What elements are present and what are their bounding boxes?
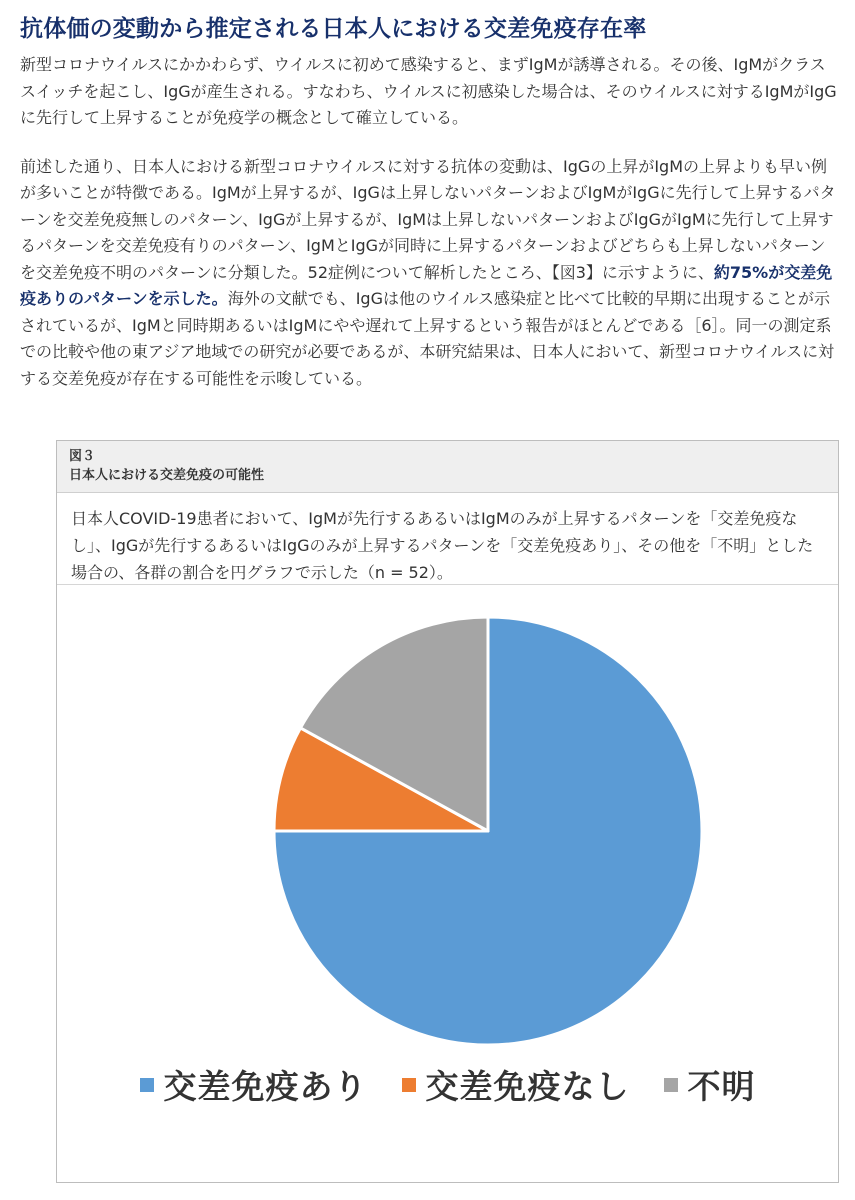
legend-label-0: 交差免疫あり [163,1067,368,1106]
legend-swatch-0 [140,1078,154,1092]
paragraph-1: 新型コロナウイルスにかかわらず、ウイルスに初めて感染すると、まずIgMが誘導される。その後、IgMがクラススイッチを起こし、IgGが産生される。すなわち、ウイルスに初感染した場合は、そのウイルスに対するIgMがIgGに先行して上昇することが免疫学の概念として確立している。 [20,55,837,127]
legend-swatch-1 [402,1078,416,1092]
legend-item-2 [664,1061,756,1108]
paragraph-2-text-a: 前述した通り、日本人における新型コロナウイルスに対する抗体の変動は、IgGの上昇がIgMの上昇よりも早い例が多いことが特徴である。IgMが上昇するが、IgGは上昇しないパターンおよびIgMがIgGに先行して上昇するパターンを交差免疫無しのパターン、IgGが上昇するが、IgMは上昇しないパターンおよびIgGがIgMに先行して上昇するパターンを交差免疫有りのパターン、IgMとIgGが同時に上昇するパターンおよびどちらも上昇しないパターンを交差免疫不明のパターンに分類した。52症例について解析したところ、【図3】に示すように、 [20,156,836,282]
legend-label-1: 交差免疫なし [425,1067,630,1106]
paragraph-2 [20,154,837,393]
figure-number: 図３ [69,449,96,464]
paragraph-2-highlight: 約75%が交差免疫ありのパターンを示した。 [20,262,833,308]
legend-swatch-2 [664,1078,678,1092]
figure-header [57,441,838,493]
legend-item-1 [402,1061,630,1108]
chart-legend [57,1061,838,1108]
legend-label-2: 不明 [687,1067,756,1106]
legend-item-0 [140,1061,368,1108]
paragraph-2-text-b: 海外の文献でも、IgGは他のウイルス感染症と比べて比較的早期に出現することが示されているが、IgMと同時期あるいはIgMにやや遅れて上昇するという報告がほとんどである［6］。同一の測定系での比較や他の東アジア地域での研究が必要であるが、本研究結果は、日本人において、新型コロナウイルスに対する交差免疫が存在する可能性を示唆している。 [20,289,835,388]
article-title: 抗体価の変動から推定される日本人における交差免疫存在率 [20,16,647,42]
figure-caption: 日本人COVID-19患者において、IgMが先行するあるいはIgMのみが上昇するパターンを「交差免疫なし」、IgGが先行するあるいはIgGのみが上昇するパターンを「交差免疫あり」、その他を「不明」とした場合の、各群の割合を円グラフで示した（n = 52）。 [57,493,838,585]
pie-chart [57,585,838,1181]
figure-title: 日本人における交差免疫の可能性 [69,468,265,483]
figure-3 [56,440,839,1183]
